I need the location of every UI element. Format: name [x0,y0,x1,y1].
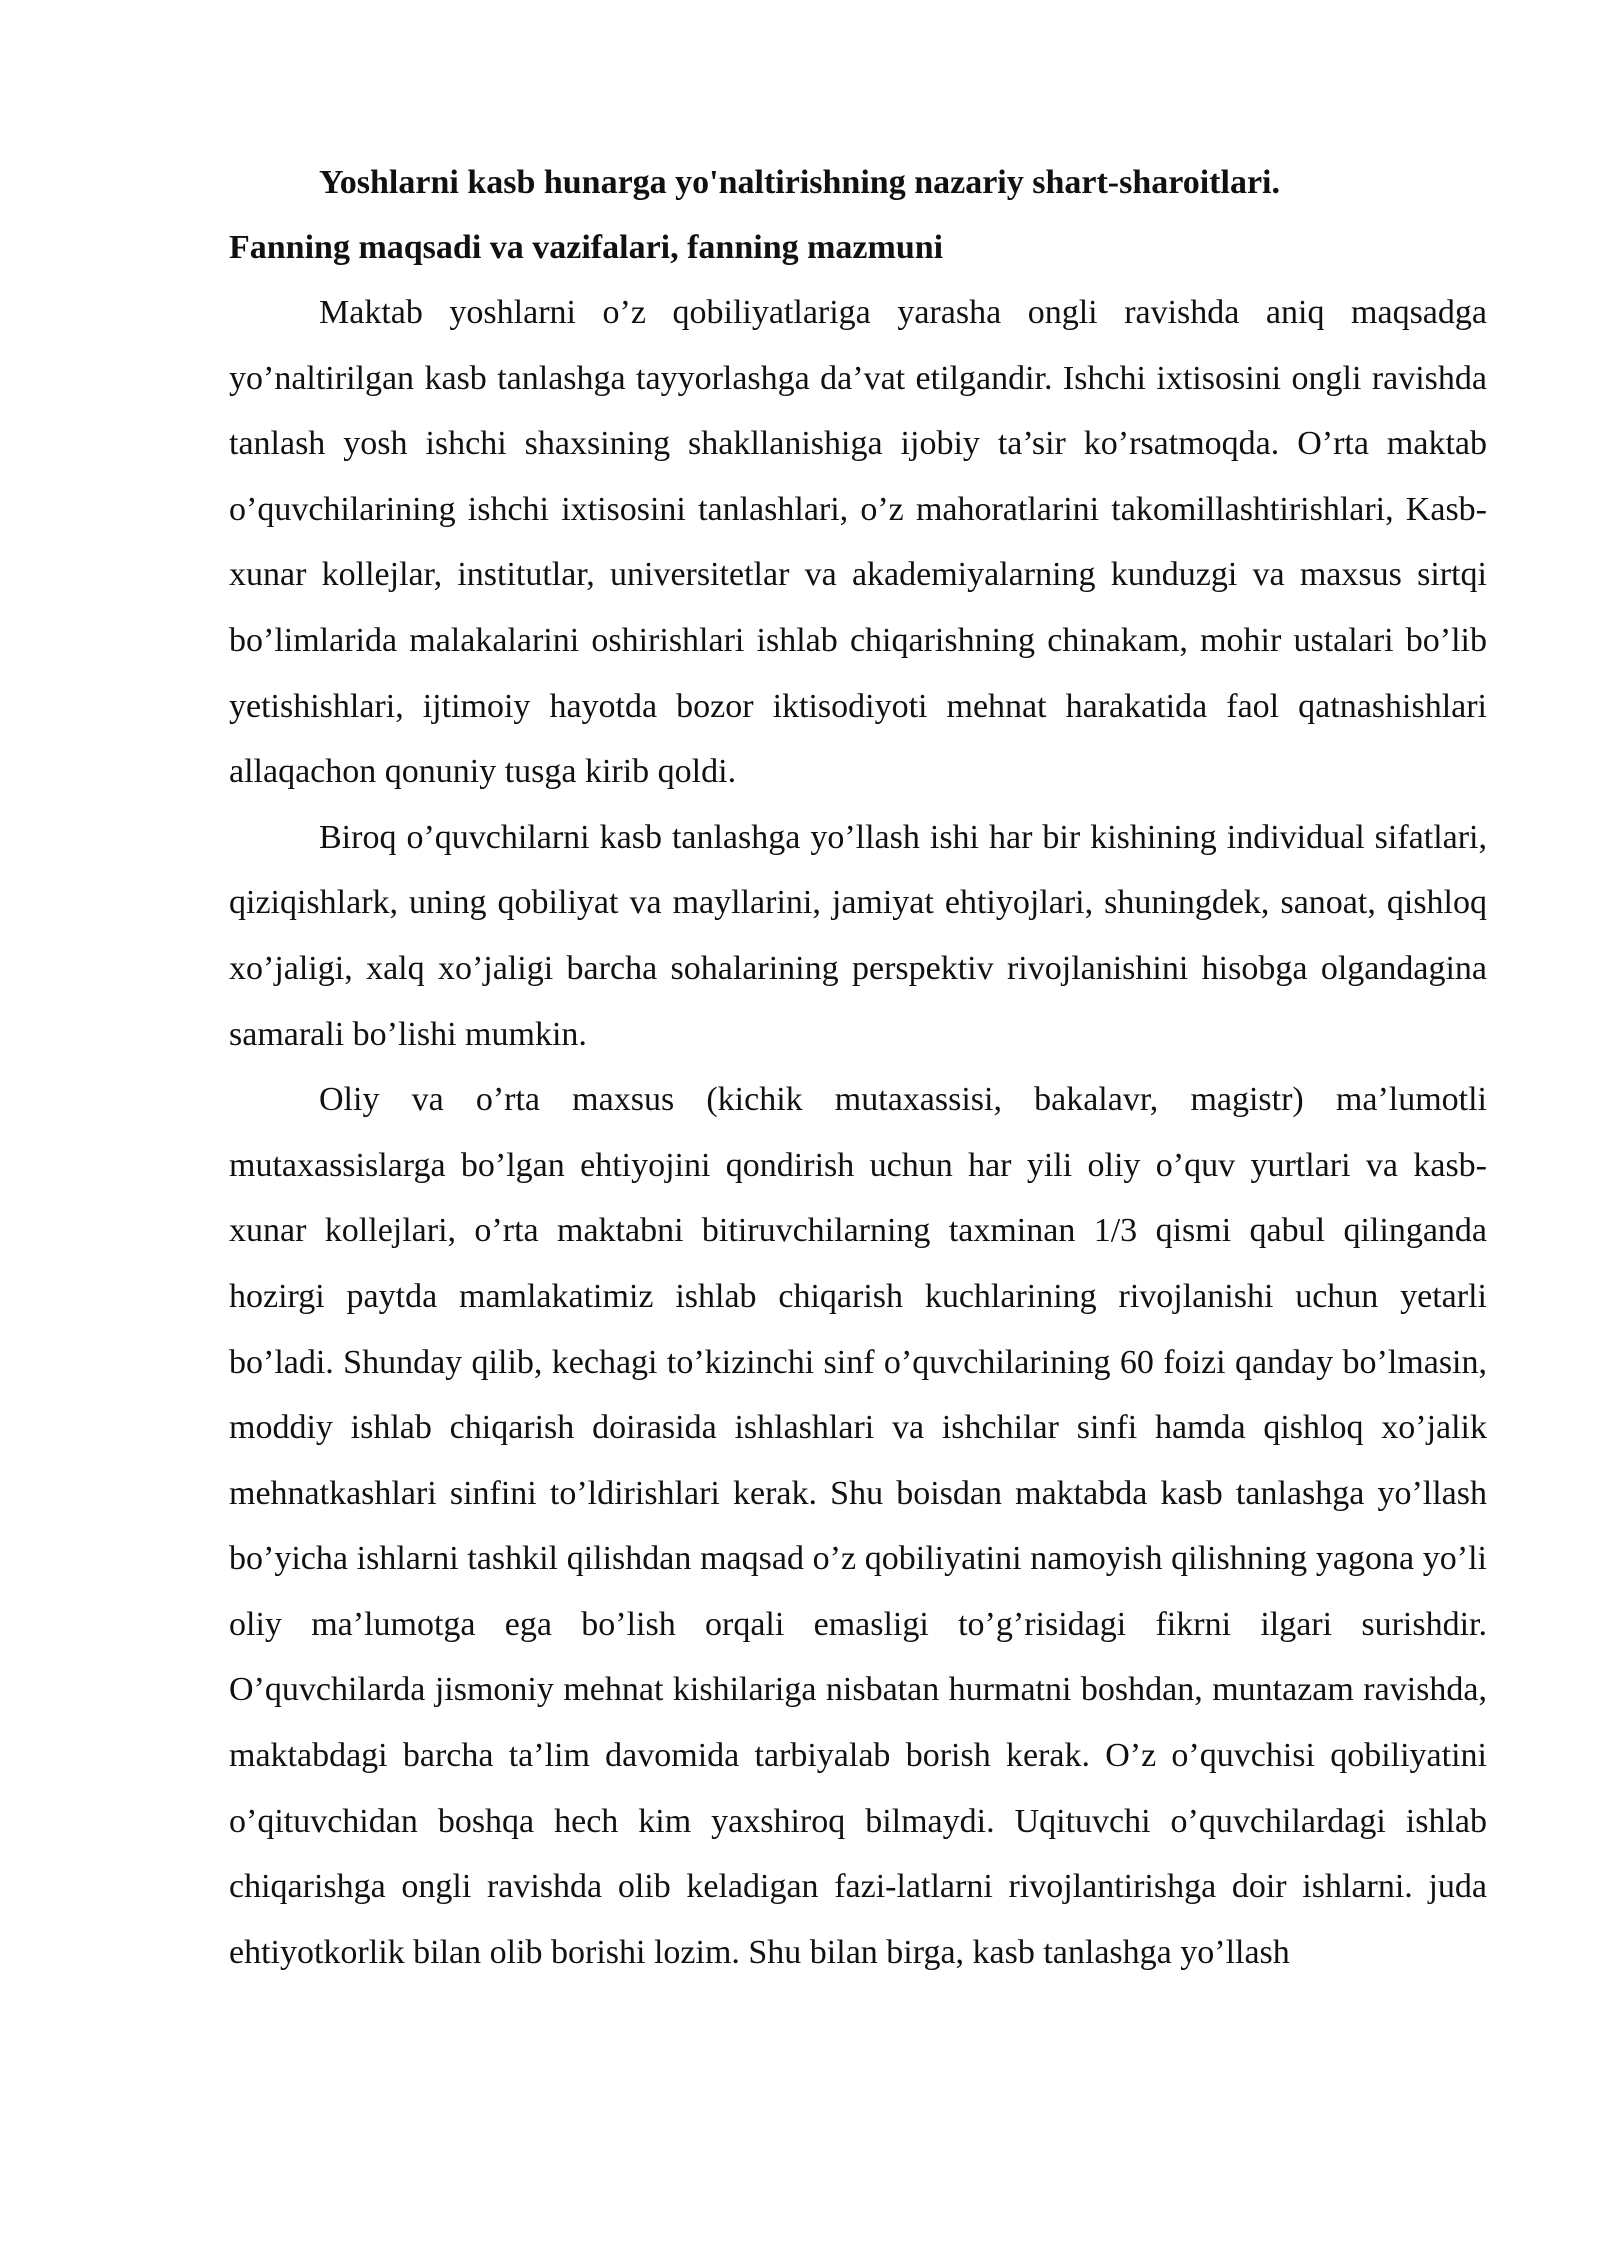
body-paragraph: Oliy va o’rta maxsus (kichik mutaxassisi, bakalavr, magistr) ma’lumotli mutaxassislarga bo’lgan ehtiyojini qondirish uchun har yili oliy o’quv yurtlari va kasb-xunar kollejlari, o’rta maktabni bitiruvchilarning taxminan 1/3 qismi qabul qilinganda hozirgi paytda mamlakatimiz ishlab chiqarish kuchlarining rivojlanishi uchun yetarli bo’ladi. Shunday qilib, kechagi to’kizinchi sinf o’quvchilarining 60 foizi qanday bo’lmasin, moddiy ishlab chiqarish doirasida ishlashlari va ishchilar sinfi hamda qishloq xo’jalik mehnatkashlari sinfini to’ldirishlari kerak. Shu boisdan maktabda kasb tanlashga yo’llash bo’yicha ishlarni tashkil qilishdan maqsad o’z qobiliyatini namoyish qilishning yagona yo’li oliy ma’lumotga ega bo’lish orqali emasligi to’g’risidagi fikrni ilgari surishdir. O’quvchilarda jismoniy mehnat kishilariga nisbatan hurmatni boshdan, muntazam ravishda, maktabdagi barcha ta’lim davomida tarbiyalab borish kerak. O’z o’quvchisi qobiliyatini o’qituvchidan boshqa hech kim yaxshiroq bilmaydi. Uqituvchi o’quvchilardagi ishlab chiqarishga ongli ravishda olib keladigan fazi-latlarni rivojlantirishga doir ishlarni. juda ehtiyotkorlik bilan olib borishi lozim. Shu bilan birga, kasb tanlashga yo’llash [229,1081,1487,1971]
document-subtitle: Fanning maqsadi va vazifalari, fanning mazmuni [229,229,944,266]
body-paragraph: Maktab yoshlarni o’z qobiliyatlariga yarasha ongli ravishda aniq maqsadga yo’naltirilgan kasb tanlashga tayyorlashga da’vat etilgandir. Ishchi ixtisosini ongli ravishda tanlash yosh ishchi shaxsining shakllanishiga ijobiy ta’sir ko’rsatmoqda. O’rta maktab o’quvchilarining ishchi ixtisosini tanlashlari, o’z mahoratlarini takomillashtirishlari, Kasb-xunar kollejlar, institutlar, universitetlar va akademiyalarning kunduzgi va maxsus sirtqi bo’limlarida malakalarini oshirishlari ishlab chiqarishning chinakam, mohir ustalari bo’lib yetishishlari, ijtimoiy hayotda bozor iktisodiyoti mehnat harakatida faol qatnashishlari allaqachon qonuniy tusga kirib qoldi. [229,294,1487,791]
body-paragraph: Biroq o’quvchilarni kasb tanlashga yo’llash ishi har bir kishining individual sifatlari, qiziqishlark, uning qobiliyat va mayllarini, jamiyat ehtiyojlari, shuningdek, sanoat, qishloq xo’jaligi, xalq xo’jaligi barcha sohalarining perspektiv rivojlanishini hisobga olgandagina samarali bo’lishi mumkin. [229,818,1487,1053]
document-page [229,150,1487,1985]
document-title: Yoshlarni kasb hunarga yo'naltirishning nazariy shart-sharoitlari. [319,164,1280,201]
